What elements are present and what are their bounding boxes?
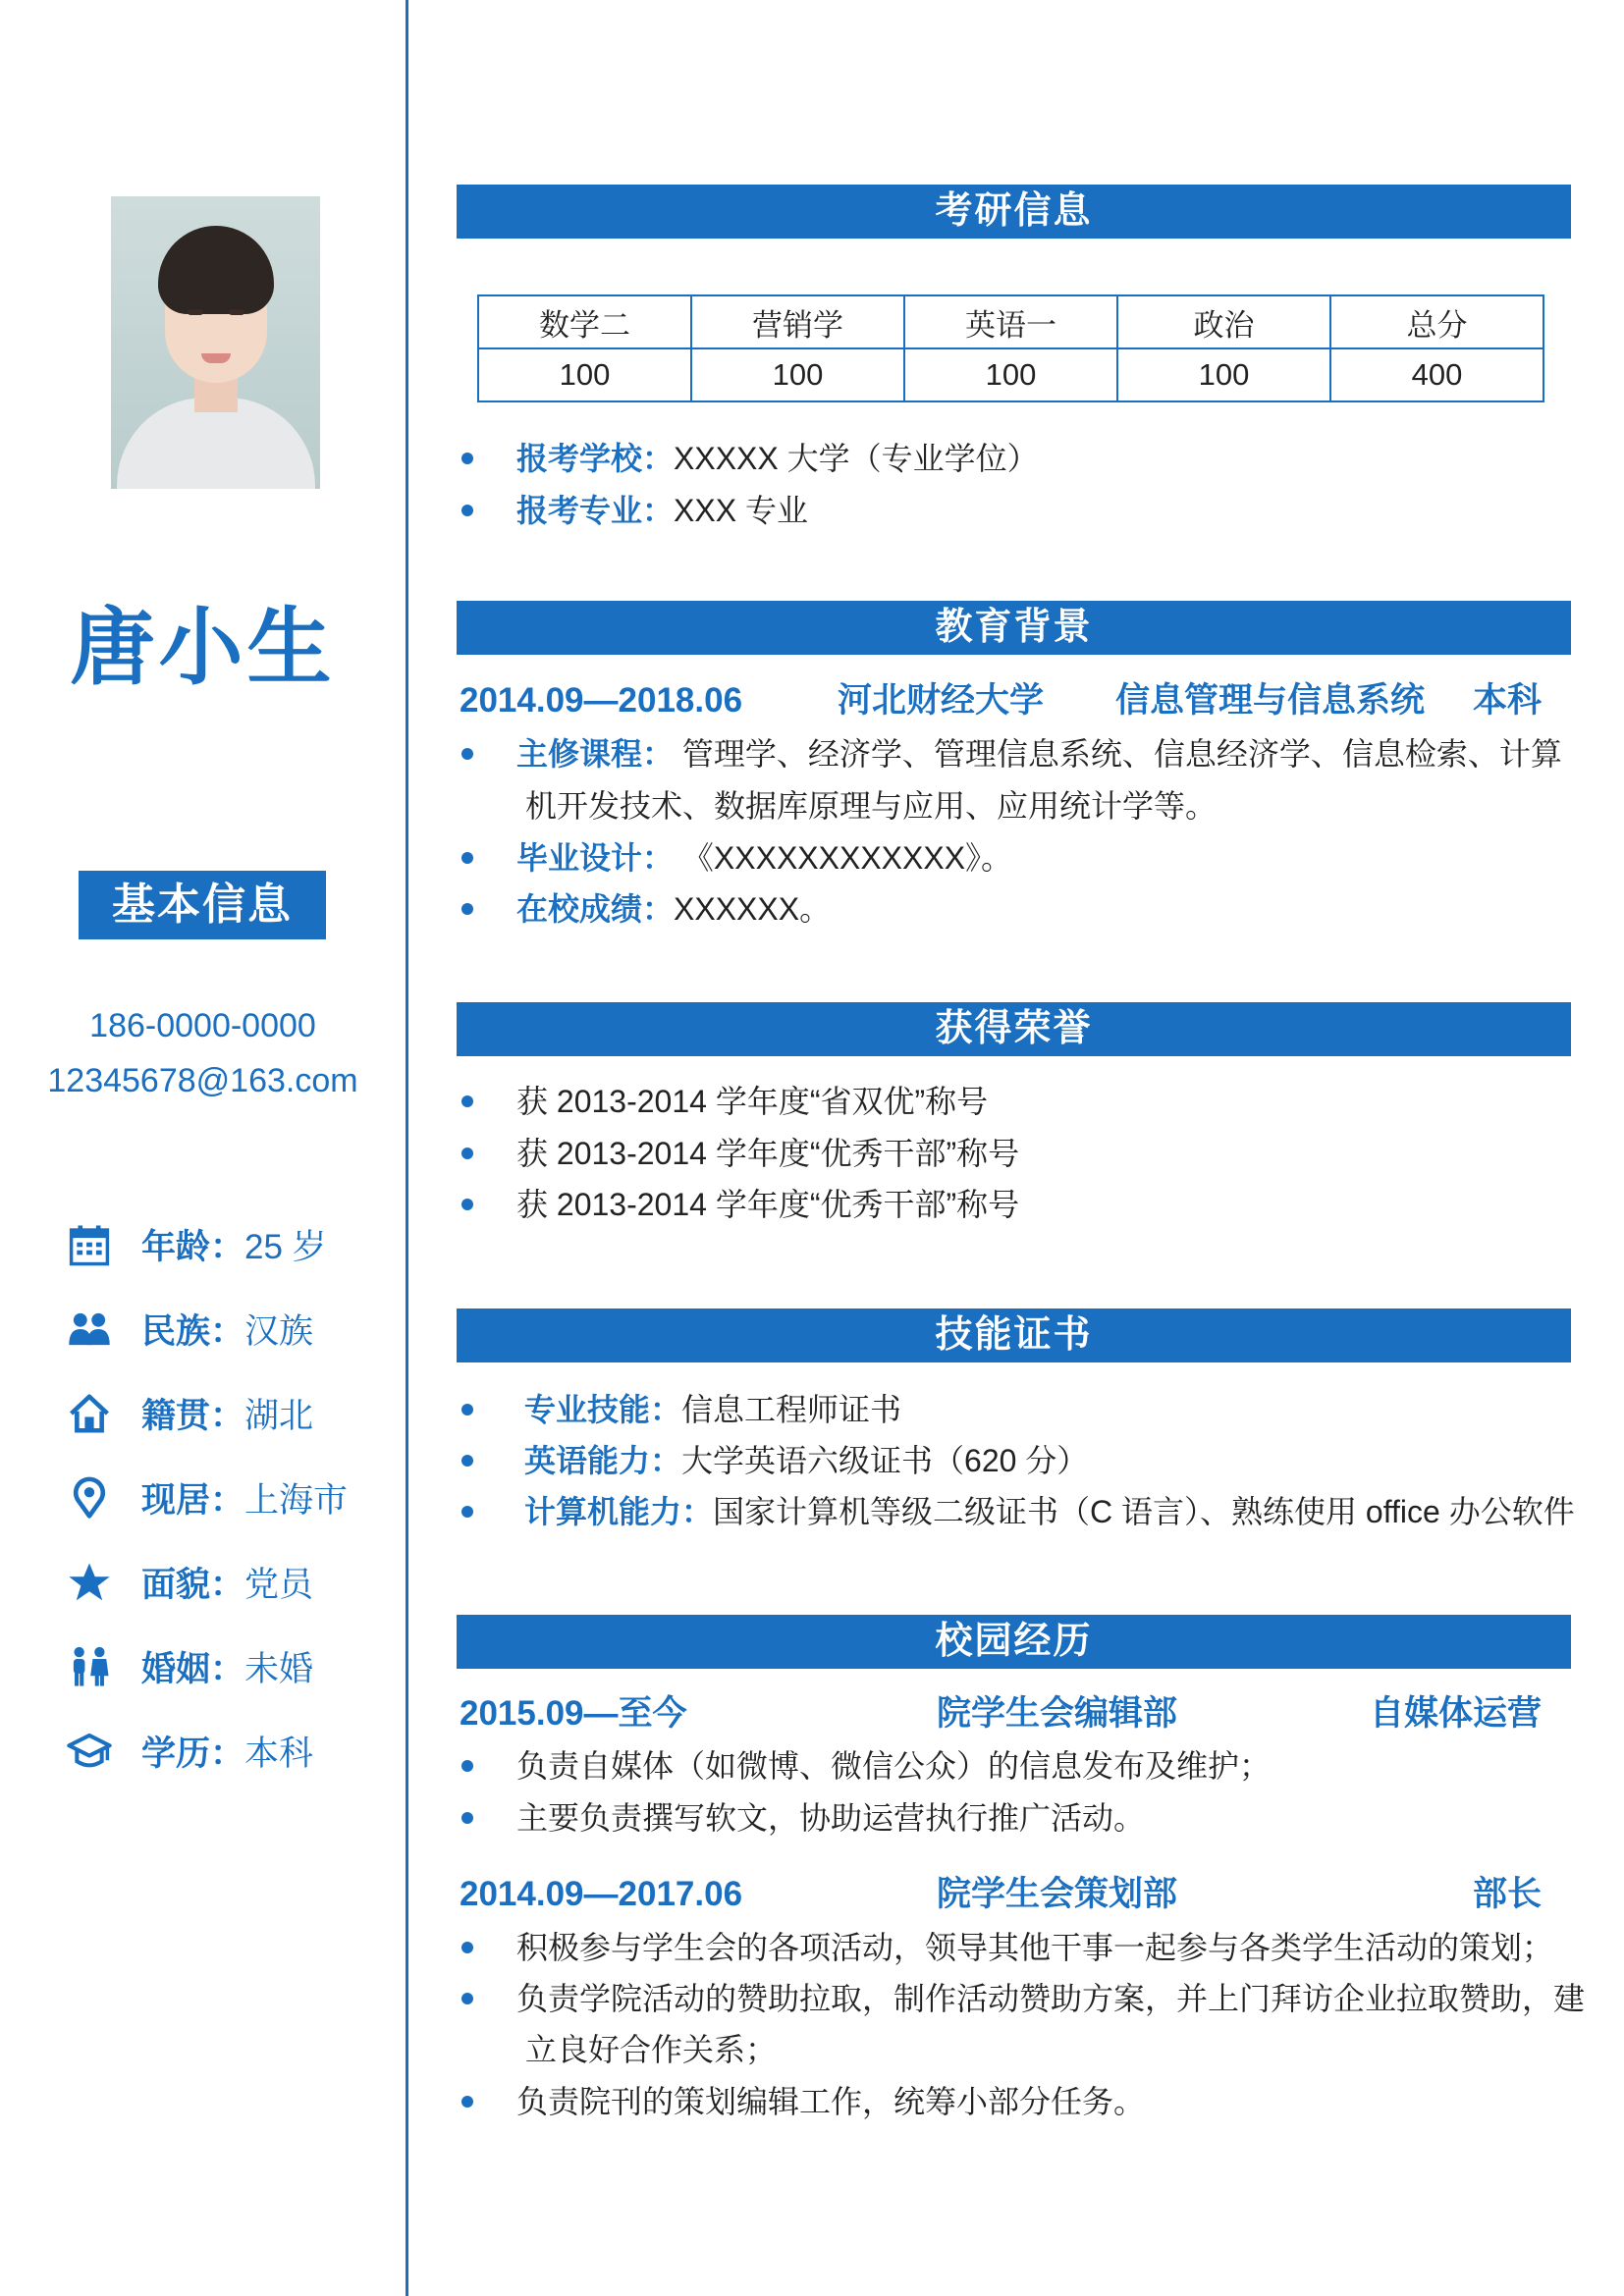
info-value: 本科 [244,1735,314,1773]
list-item: 毕业设计： 《XXXXXXXXXXXX》。 [461,832,1012,883]
subject-cell: 营销学 [691,295,904,348]
info-age: 年龄 ： 25 岁 [67,1219,327,1270]
list-item: 专业技能：信息工程师证书 [461,1384,901,1435]
table-row [478,295,1543,348]
score-table [477,294,1544,402]
info-value: 25 岁 [244,1228,327,1266]
subject-cell: 政治 [1117,295,1330,348]
score-cell: 100 [904,348,1117,401]
profile-photo [111,196,320,489]
subject-cell: 英语一 [904,295,1117,348]
info-label: 学历 [141,1735,211,1773]
list-item: 积极参与学生会的各项活动，领导其他干事一起参与各类学生活动的策划； [461,1922,1553,1973]
info-residence: 现居 ： 上海市 [67,1472,348,1523]
subject-cell: 总分 [1330,295,1543,348]
info-ethnicity: 民族 ： 汉族 [67,1304,313,1355]
score-cell: 100 [691,348,904,401]
campus-exp1-header [460,1688,1542,1739]
info-value: 未婚 [244,1650,314,1688]
info-value: 湖北 [244,1397,314,1435]
info-label: 现居 [141,1481,211,1520]
email-address: 12345678@163.com [47,1062,358,1099]
home-icon [67,1391,112,1436]
info-value: 党员 [244,1566,314,1604]
info-origin: 籍贯 ： 湖北 [67,1388,313,1439]
basic-info-heading: 基本信息 [79,871,326,939]
list-item: 英语能力：大学英语六级证书（620 分） [461,1435,1088,1486]
info-label: 年龄 [141,1228,211,1266]
section-exam-title: 考研信息 [457,185,1571,239]
education-period: 2014.09—2018.06 [460,681,743,720]
people-icon [67,1307,112,1352]
info-label: 面貌 [141,1566,211,1604]
score-cell: 100 [1117,348,1330,401]
exp-org: 院学生会编辑部 [937,1694,1178,1733]
exp-period: 2015.09—至今 [460,1694,687,1733]
education-header [460,675,1542,726]
list-item-continuation: 机开发技术、数据库原理与应用、应用统计学等。 [525,788,1218,824]
calendar-icon [67,1222,112,1267]
list-item: 获 2013-2014 学年度“优秀干部”称号 [461,1128,1019,1179]
list-item: 获 2013-2014 学年度“优秀干部”称号 [461,1179,1019,1230]
section-honors-title: 获得荣誉 [457,1002,1571,1056]
candidate-name: 唐小生 [70,601,336,695]
campus-exp2-header [460,1869,1542,1920]
list-item: 负责学院活动的赞助拉取，制作活动赞助方案，并上门拜访企业拉取赞助，建 [461,1973,1585,2024]
section-campus-title: 校园经历 [457,1615,1571,1669]
education-degree: 本科 [1472,681,1542,720]
list-item: 获 2013-2014 学年度“省双优”称号 [461,1076,988,1127]
list-item: 主修课程： 管理学、经济学、管理信息系统、信息经济学、信息检索、计算 [461,728,1562,779]
list-item: 负责自媒体（如微博、微信公众）的信息发布及维护； [461,1740,1271,1791]
couple-icon [67,1644,112,1689]
score-cell: 400 [1330,348,1543,401]
info-label: 婚姻 [141,1650,211,1688]
list-item: 负责院刊的策划编辑工作，统筹小部分任务。 [461,2076,1145,2127]
list-item: 报考专业：XXX 专业 [461,485,808,536]
info-label: 籍贯 [141,1397,211,1435]
info-label: 民族 [141,1312,211,1351]
star-icon [67,1560,112,1605]
location-icon [67,1475,112,1521]
list-item: 计算机能力：国家计算机等级二级证书（C 语言）、熟练使用 office 办公软件 [461,1486,1575,1537]
exp-role: 部长 [1472,1875,1542,1913]
subject-cell: 数学二 [478,295,691,348]
info-value: 上海市 [244,1481,349,1520]
exp-org: 院学生会策划部 [937,1875,1178,1913]
table-row [478,348,1543,401]
list-item: 主要负责撰写软文，协助运营执行推广活动。 [461,1792,1145,1843]
section-skills-title: 技能证书 [457,1308,1571,1362]
exp-role: 自媒体运营 [1369,1694,1542,1733]
exp-period: 2014.09—2017.06 [460,1875,743,1913]
education-major: 信息管理与信息系统 [1115,681,1426,720]
section-education-title: 教育背景 [457,601,1571,655]
column-divider [406,0,408,2296]
list-item: 报考学校：XXXXX 大学（专业学位） [461,433,1039,484]
education-school: 河北财经大学 [838,681,1045,720]
info-value: 汉族 [244,1312,314,1351]
info-marital: 婚姻 ： 未婚 [67,1641,313,1692]
phone-number: 186-0000-0000 [89,1007,316,1044]
info-education: 学历 ： 本科 [67,1726,313,1777]
score-cell: 100 [478,348,691,401]
info-politics: 面貌 ： 党员 [67,1557,313,1608]
list-item: 在校成绩：XXXXXX。 [461,883,831,934]
list-item-continuation: 立良好合作关系； [525,2032,778,2067]
graduation-cap-icon [67,1729,112,1774]
